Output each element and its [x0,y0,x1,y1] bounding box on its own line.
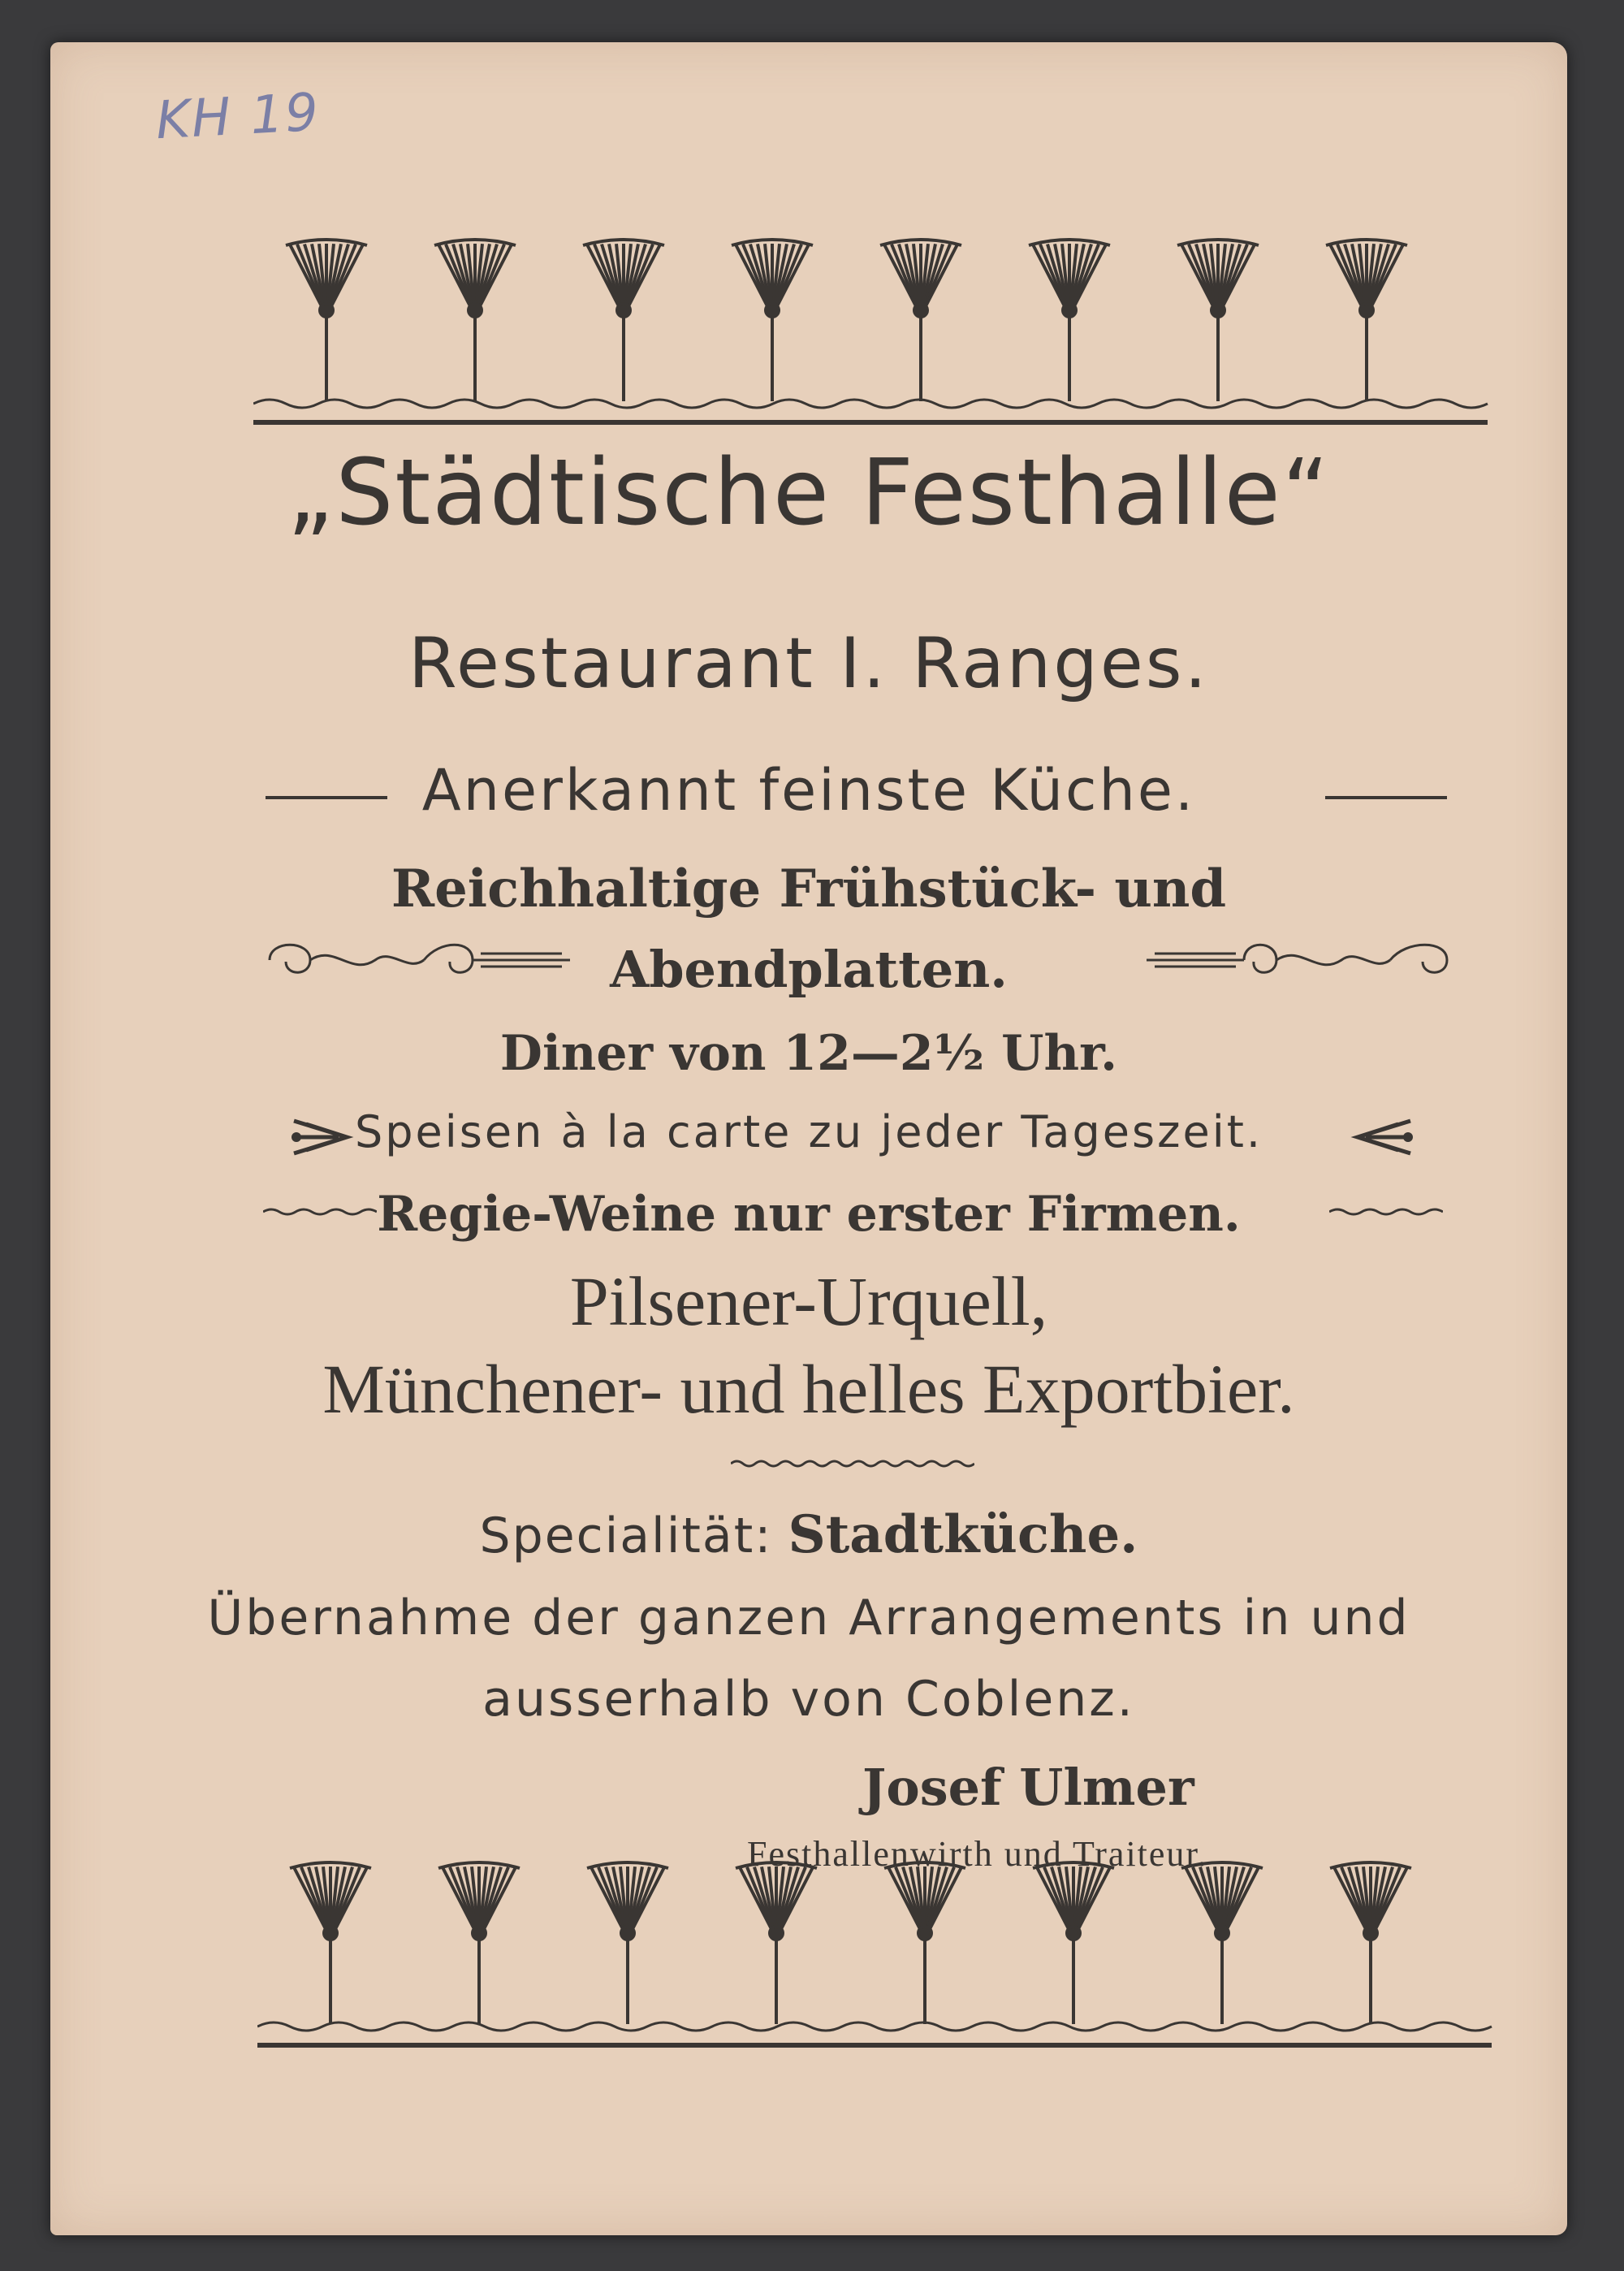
wines-line: Regie-Weine nur erster Firmen. [377,1186,1241,1243]
page-title: „Städtische Festhalle“ [287,440,1331,546]
right-dash-divider [1325,794,1447,802]
a-la-carte-line: Speisen à la carte zu jeder Tageszeit. [354,1106,1263,1157]
center-wavy-divider [731,1457,974,1470]
bottom-fan-ornament-border [257,1852,1508,2063]
beer-line-muenchener: Münchener- und helles Exportbier. [322,1350,1295,1428]
cuisine-tagline: Anerkannt feinste Küche. [421,757,1196,824]
evening-platters-line: Abendplatten. [610,940,1008,999]
restaurant-subtitle: Restaurant I. Ranges. [408,623,1209,704]
arrangements-line-1: Übernahme der ganzen Arrangements in und [207,1590,1410,1646]
top-fan-ornament-4 [732,240,813,401]
handwritten-archive-note: KH 19 [154,82,322,152]
bottom-fan-ornament-6 [1033,1862,1114,2024]
proprietor-name: Josef Ulmer [862,1758,1194,1817]
top-fan-ornament-1 [286,240,367,401]
top-fan-ornament-2 [434,240,516,401]
top-fan-ornament-5 [880,240,961,401]
right-wavy-dash [1329,1205,1443,1218]
right-flourish-ornament [1147,936,1455,984]
right-leaf-arrow-icon [1350,1113,1415,1161]
top-fan-ornament-border [253,229,1504,440]
specialty-label: Specialität: [479,1508,773,1564]
specialty-line [50,1504,1567,1565]
proprietor-title: Festhallenwirth und Traiteur. [747,1834,1208,1874]
diner-hours-line: Diner von 12—2½ Uhr. [499,1025,1118,1082]
bottom-fan-ornament-2 [438,1862,520,2024]
bottom-fan-ornament-7 [1181,1862,1263,2024]
top-fan-ornament-8 [1326,240,1407,401]
top-fan-ornament-6 [1029,240,1110,401]
arrangements-line-2: ausserhalb von Coblenz. [482,1671,1135,1728]
menu-card-page [50,42,1567,2235]
top-fan-ornament-3 [583,240,664,401]
bottom-fan-ornament-1 [290,1862,371,2024]
specialty-value: Stadtküche. [788,1504,1138,1565]
bottom-fan-ornament-5 [884,1862,965,2024]
bottom-fan-ornament-8 [1330,1862,1411,2024]
breakfast-line: Reichhaltige Frühstück- und [391,859,1227,919]
top-fan-ornament-7 [1177,240,1259,401]
bottom-fan-ornament-4 [736,1862,817,2024]
bottom-fan-ornament-3 [587,1862,668,2024]
beer-line-pilsener: Pilsener-Urquell, [569,1262,1048,1340]
